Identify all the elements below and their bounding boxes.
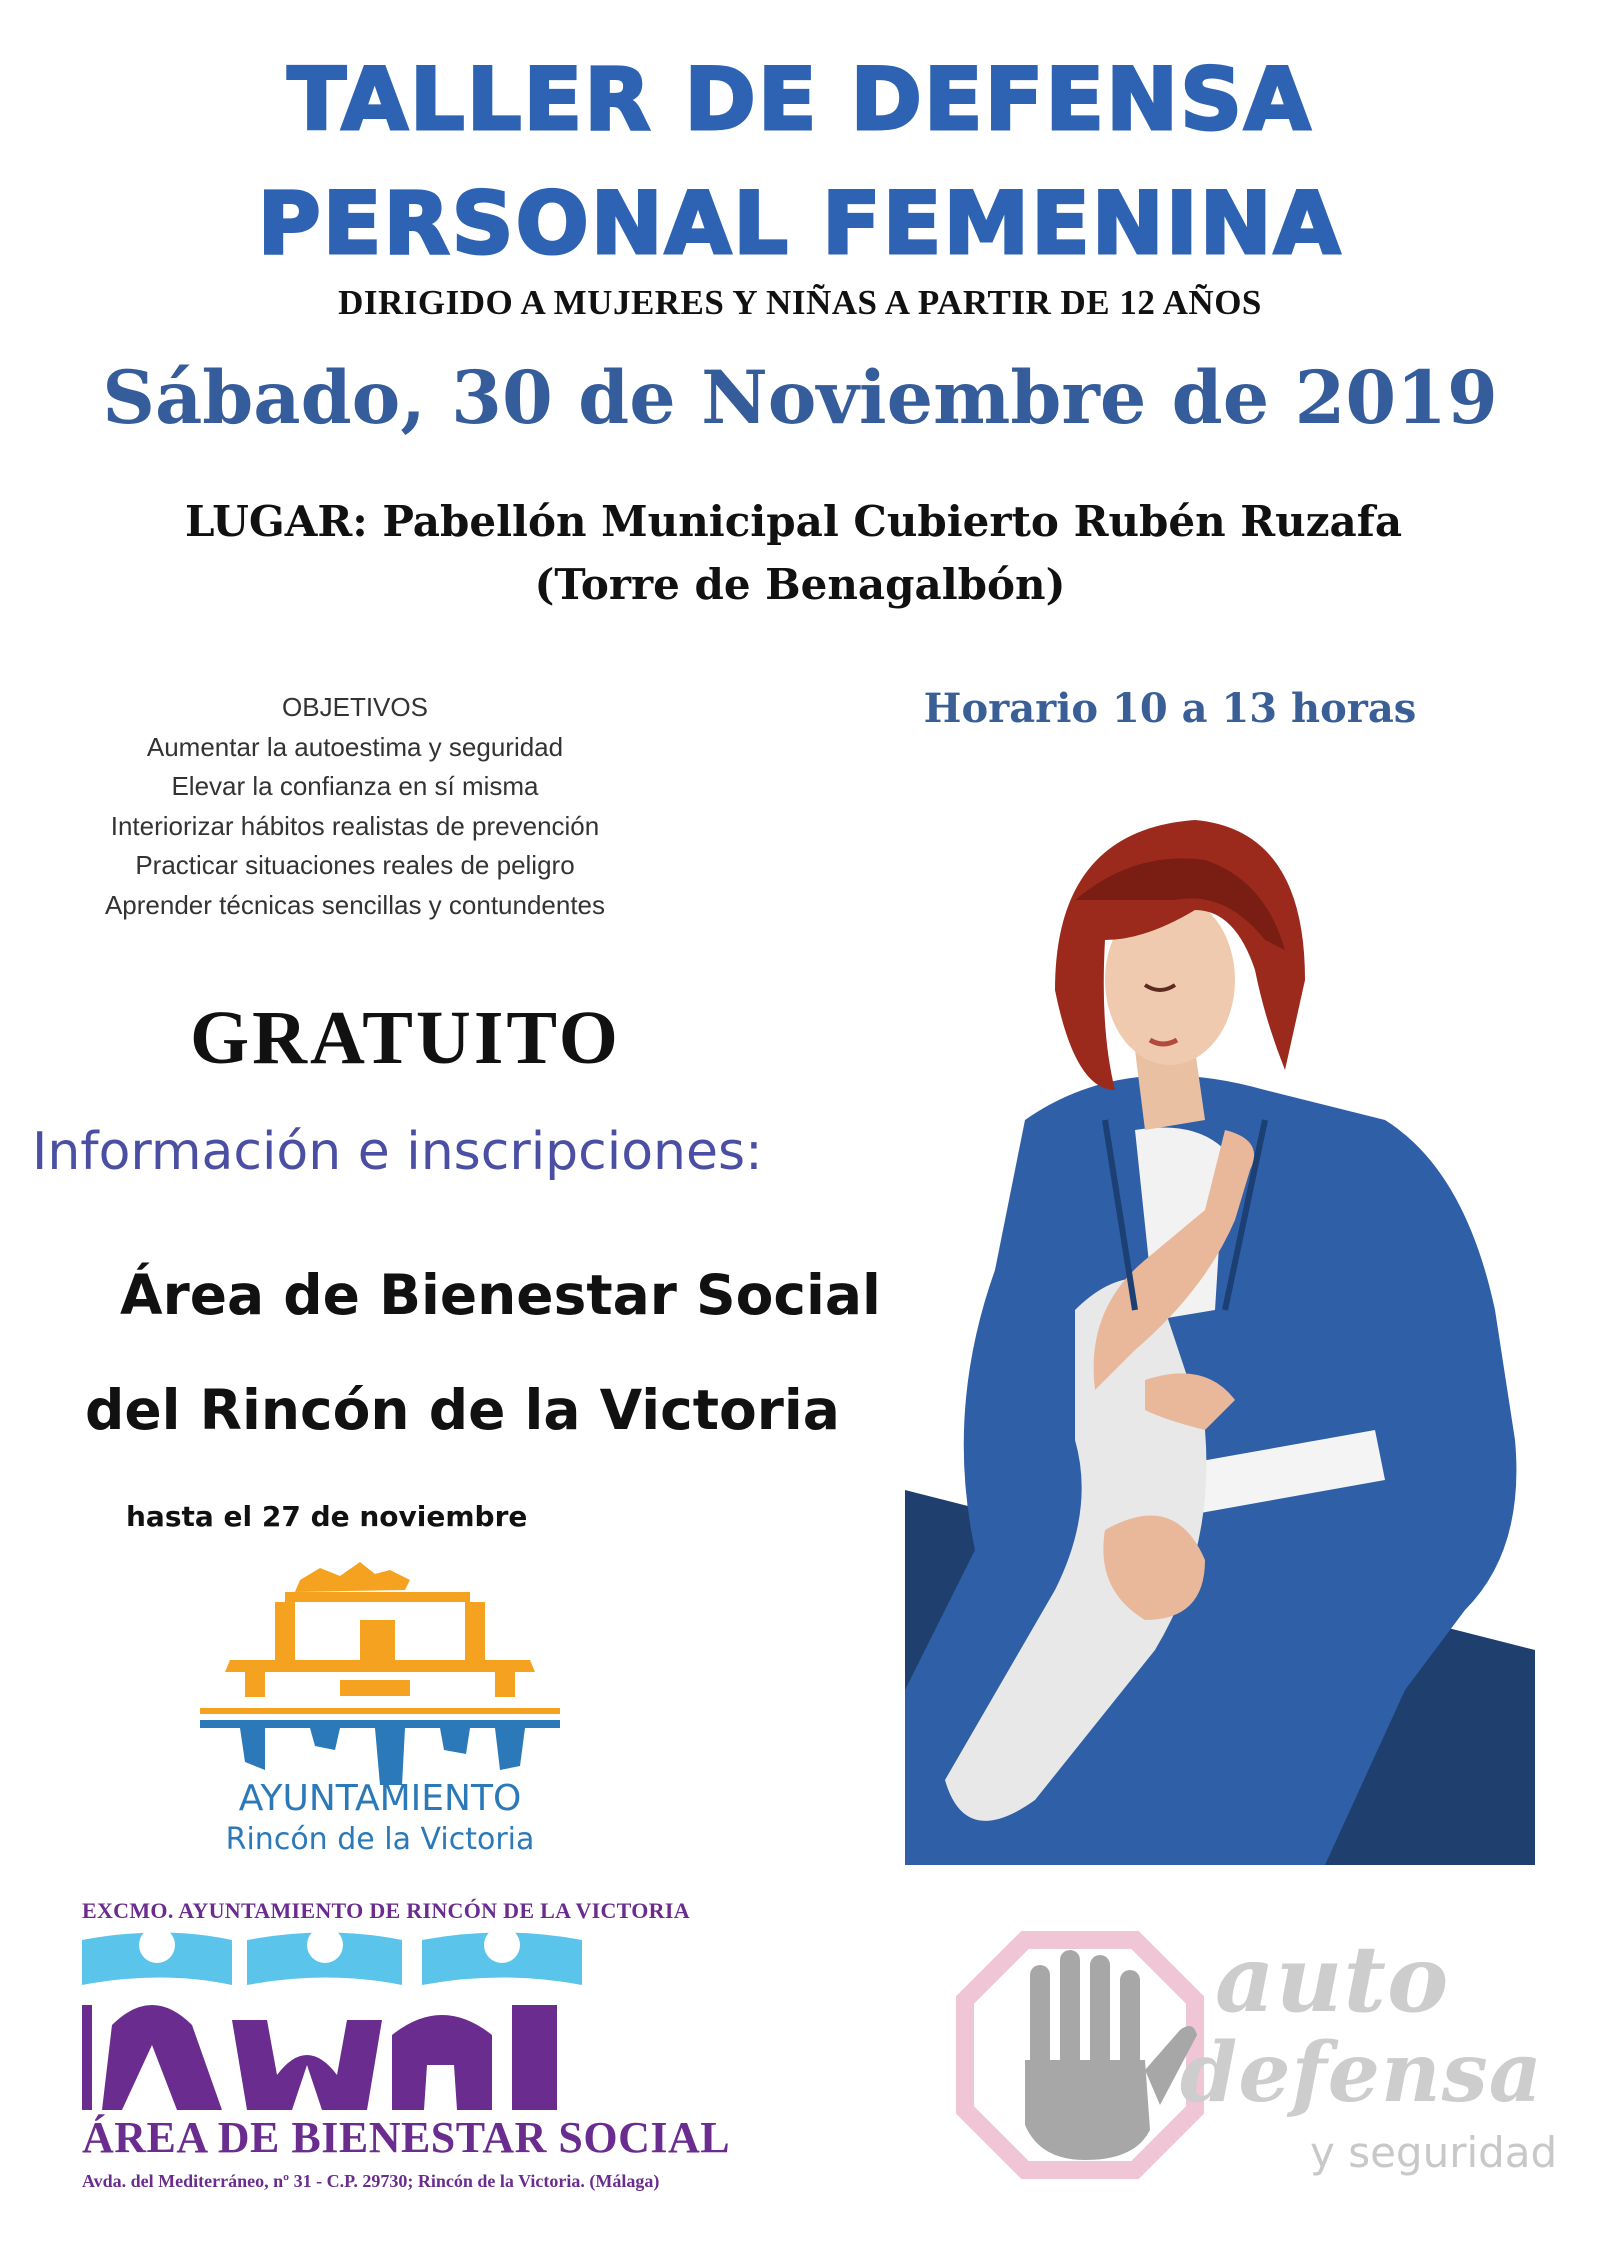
event-date: Sábado, 30 de Noviembre de 2019 [102,355,1498,441]
objective-item: Practicar situaciones reales de peligro [135,850,575,880]
objective-item: Aprender técnicas sencillas y contundentes [104,889,606,920]
bienestar-social-logo [82,1925,672,2110]
ayuntamiento-logo-line-1: AYUNTAMIENTO [238,1778,522,1819]
autodefensa-logo-word-2: defensa [1180,2025,1543,2121]
audience-subtitle: DIRIGIDO A MUJERES Y NIÑAS A PARTIR DE 12 AÑOS [338,283,1262,322]
bienestar-logo-address: Avda. del Mediterráneo, nº 31 - C.P. 29730; Rincón de la Victoria. (Málaga) [82,2171,660,2191]
price-label: GRATUITO [190,996,621,1080]
schedule-text: Horario 10 a 13 horas [923,685,1417,732]
objectives-list [60,688,650,925]
objective-item: Interiorizar hábitos realistas de prevención [110,810,600,841]
organizer-line-2: del Rincón de la Victoria [85,1378,840,1442]
registration-heading: Información e inscripciones: [32,1122,763,1182]
objectives-heading: OBJETIVOS [282,692,428,722]
location-line-2: (Torre de Benagalbón) [534,560,1066,609]
bienestar-logo-title: ÁREA DE BIENESTAR SOCIAL [82,2113,731,2162]
autodefensa-logo-word-3: y seguridad [1310,2128,1558,2177]
organizer-line-1: Área de Bienestar Social [120,1263,881,1327]
registration-deadline: hasta el 27 de noviembre [126,1500,528,1533]
autodefensa-logo-word-1: auto [1215,1925,1450,2033]
title-line-1: TALLER DE DEFENSA [287,50,1313,150]
self-defense-illustration [905,790,1535,1865]
objective-item: Aumentar la autoestima y seguridad [146,731,564,762]
bienestar-logo-top-text: EXCMO. AYUNTAMIENTO DE RINCÓN DE LA VICTORIA [82,1898,690,1923]
objective-item: Elevar la confianza en sí misma [171,771,539,801]
title-line-2: PERSONAL FEMENINA [257,174,1343,274]
poster-title [0,38,1600,286]
ayuntamiento-logo-line-2: Rincón de la Victoria [225,1822,535,1857]
location-line-1: LUGAR: Pabellón Municipal Cubierto Rubén Ruzafa [185,497,1403,546]
